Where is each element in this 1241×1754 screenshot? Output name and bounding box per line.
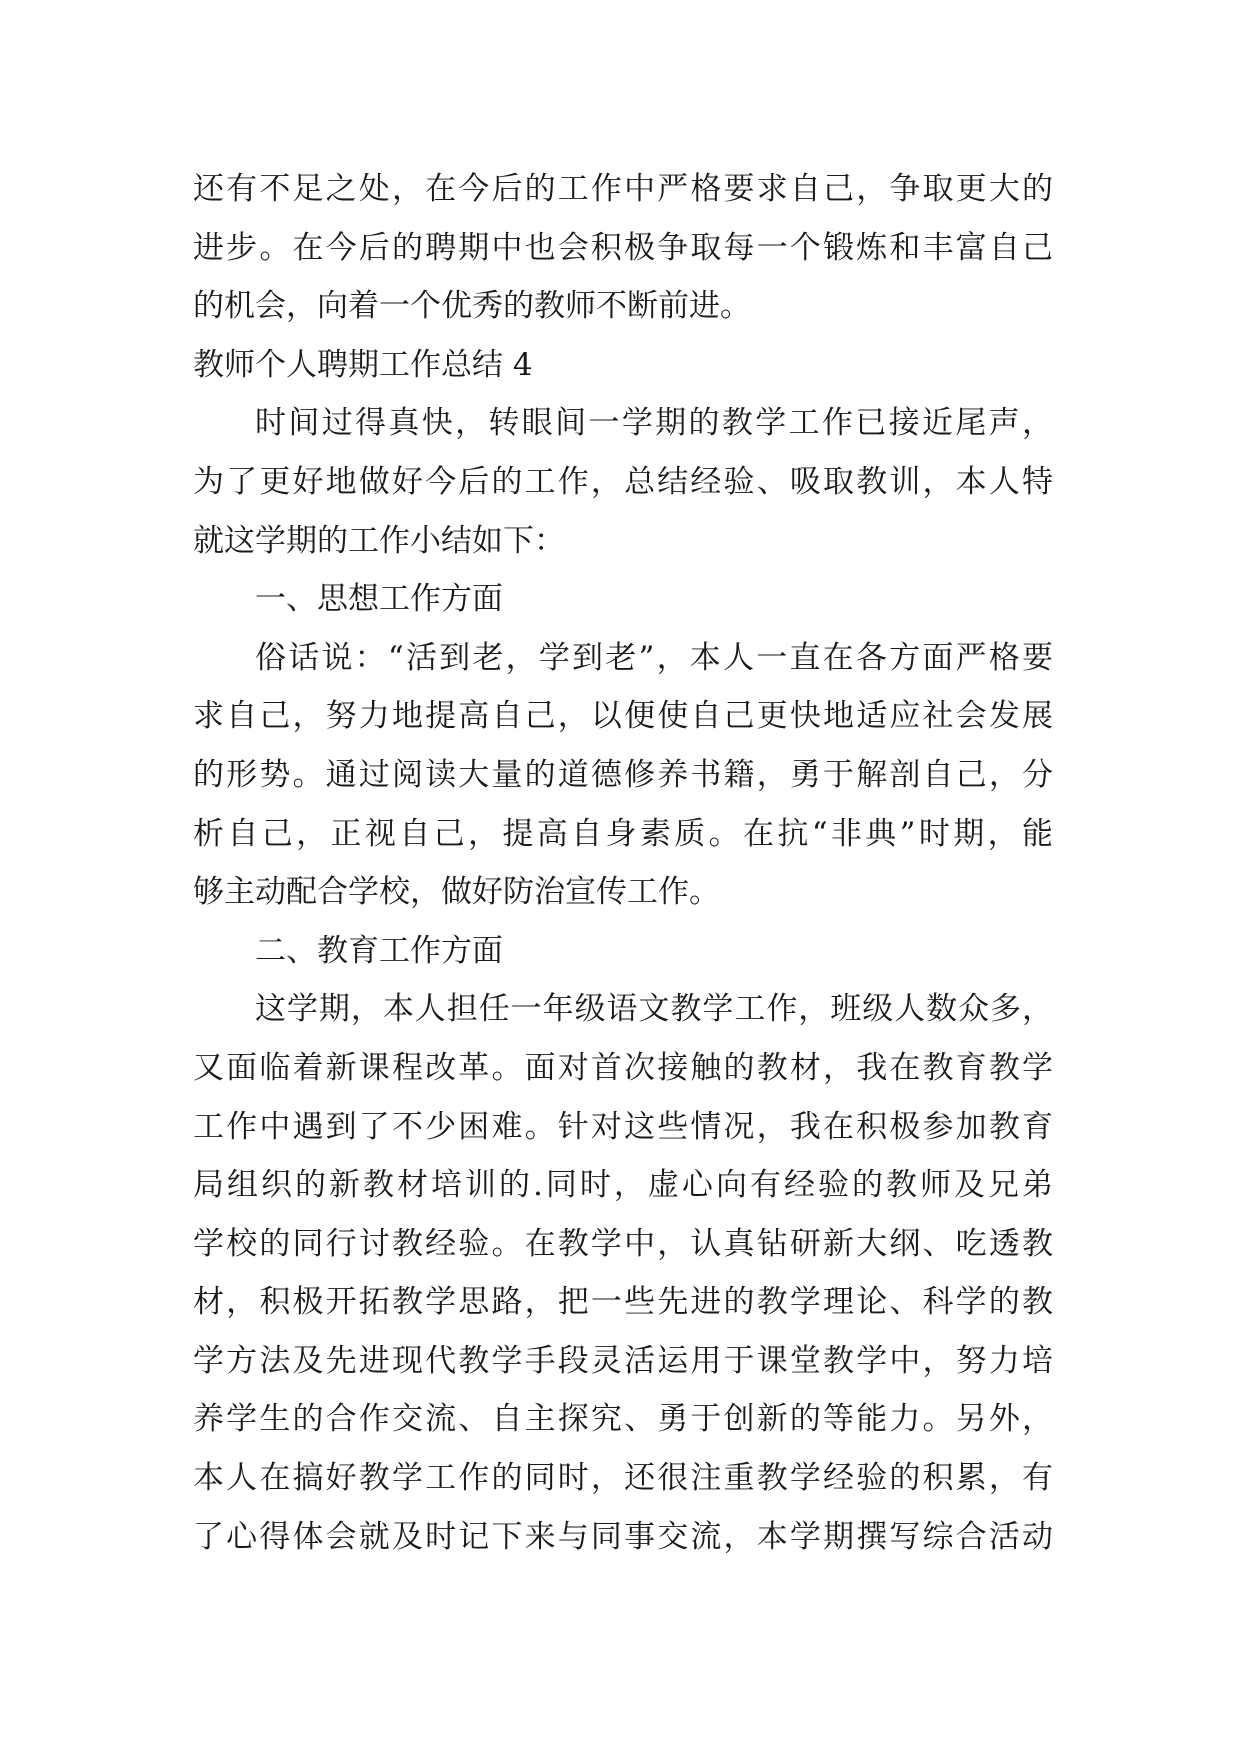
text-line: 材，积极开拓教学思路，把一些先进的教学理论、科学的教 xyxy=(193,1284,1053,1321)
text-line: 就这学期的工作小结如下： xyxy=(193,522,565,559)
text-line: 为了更好地做好今后的工作，总结经验、吸取教训，本人特 xyxy=(193,463,1053,500)
text-line: 本人在搞好教学工作的同时，还很注重教学经验的积累，有 xyxy=(193,1460,1053,1497)
text-line: 这学期，本人担任一年级语文教学工作，班级人数众多， xyxy=(255,991,1053,1028)
text-line: 的机会，向着一个优秀的教师不断前进。 xyxy=(193,288,751,325)
text-line: 时间过得真快，转眼间一学期的教学工作已接近尾声， xyxy=(255,405,1053,442)
text-line: 学校的同行讨教经验。在教学中，认真钻研新大纲、吃透教 xyxy=(193,1225,1053,1262)
text-line: 的形势。通过阅读大量的道德修养书籍，勇于解剖自己，分 xyxy=(193,756,1053,793)
text-line: 进步。在今后的聘期中也会积极争取每一个锻炼和丰富自己 xyxy=(193,229,1053,266)
text-line: 教师个人聘期工作总结 4 xyxy=(193,346,533,383)
document-body xyxy=(193,160,1053,1566)
text-line: 还有不足之处，在今后的工作中严格要求自己，争取更大的 xyxy=(193,171,1053,207)
text-line: 析自己，正视自己，提高自身素质。在抗“非典”时期，能 xyxy=(193,815,1053,852)
text-line: 局组织的新教材培训的.同时，虚心向有经验的教师及兄弟 xyxy=(193,1167,1053,1204)
text-line: 俗话说：“活到老，学到老”，本人一直在各方面严格要 xyxy=(255,639,1053,676)
text-line: 一、思想工作方面 xyxy=(255,581,503,618)
text-line: 了心得体会就及时记下来与同事交流，本学期撰写综合活动 xyxy=(193,1518,1053,1555)
text-line: 学方法及先进现代教学手段灵活运用于课堂教学中，努力培 xyxy=(193,1342,1053,1379)
text-line: 够主动配合学校，做好防治宣传工作。 xyxy=(193,874,720,911)
text-line: 求自己，努力地提高自己，以便使自己更快地适应社会发展 xyxy=(193,698,1053,735)
text-line: 养学生的合作交流、自主探究、勇于创新的等能力。另外， xyxy=(193,1401,1053,1438)
text-line: 工作中遇到了不少困难。针对这些情况，我在积极参加教育 xyxy=(193,1108,1053,1145)
text-line: 二、教育工作方面 xyxy=(255,932,503,969)
text-line: 又面临着新课程改革。面对首次接触的教材，我在教育教学 xyxy=(193,1049,1053,1086)
